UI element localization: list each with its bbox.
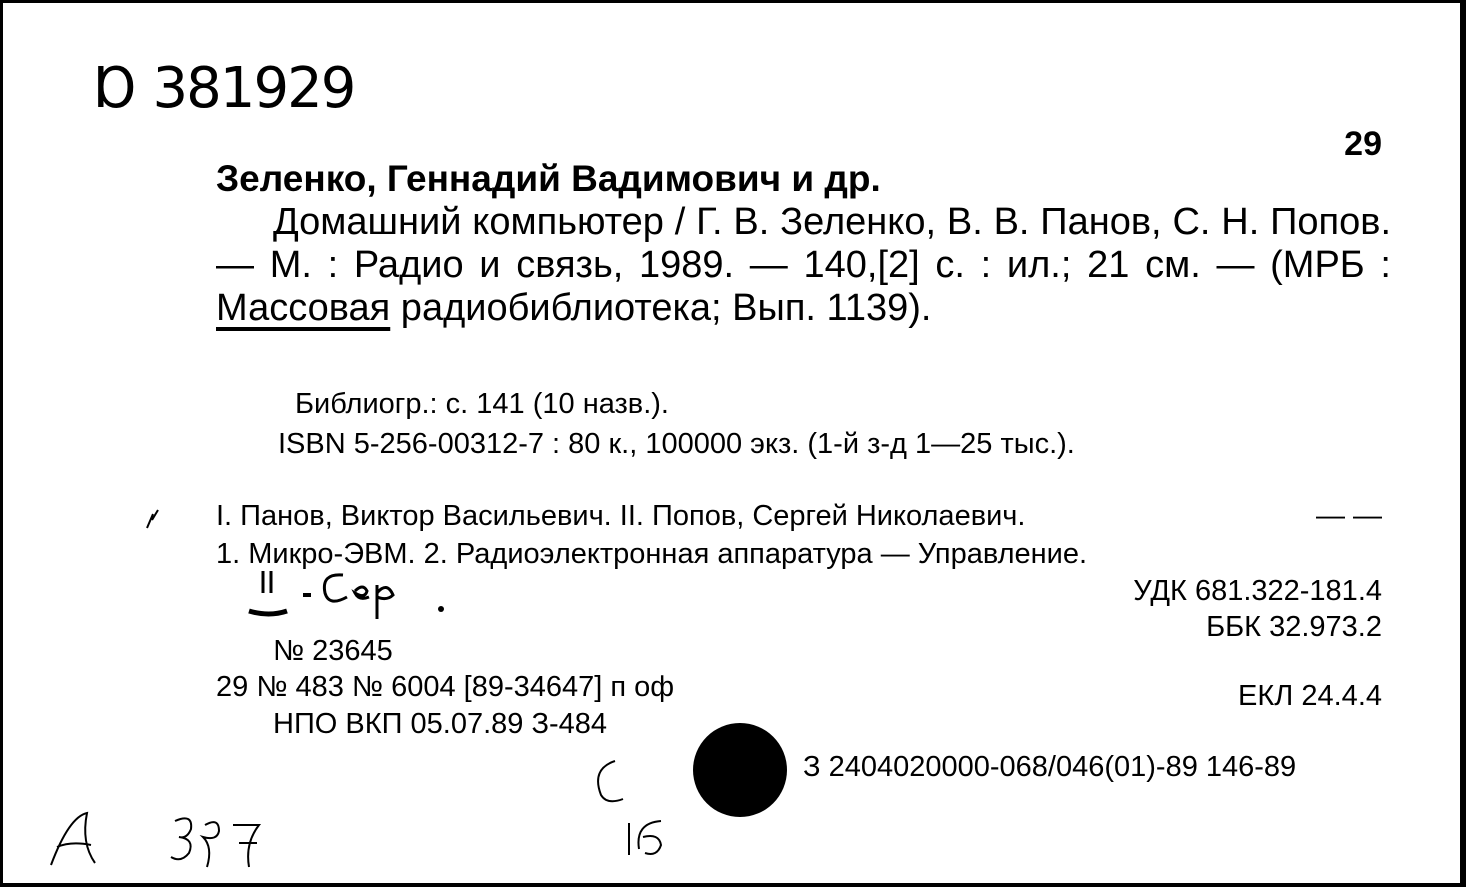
bibliography-note: Библиогр.: с. 141 (10 назв.). [295,388,669,420]
description-main: Домашний компьютер / Г. В. Зеленко, В. В. Панов, С. Н. Попов. — М. : Радио и связь, 1989. — 140,[2] с. : ил.; 21 см. — (МРБ : [216,201,1391,286]
handwritten-bottom-left [33,803,303,883]
bibliographic-description [216,201,1391,330]
bbk-code: ББК 32.973.2 [1206,611,1382,643]
tracing-line-2: 1. Микро-ЭВМ. 2. Радиоэлектронная аппаратура — Управление. [216,538,1088,570]
handwritten-bottom-mid [583,753,683,863]
inventory-stamp: Ɒ 381929 [95,56,355,121]
author-heading: Зеленко, Геннадий Вадимович и др. [216,158,881,199]
handwritten-tick [143,508,163,532]
catalog-card [3,3,1460,883]
description-underlined: Массовая [216,287,391,329]
description-tail: радиобиблиотека; Вып. 1139). [390,287,932,329]
npo-line: НПО ВКП 05.07.89 З-484 [273,708,608,740]
punched-hole [693,723,787,817]
registry-number: № 23645 [273,635,393,667]
ekl-code: ЕКЛ 24.4.4 [1238,680,1382,712]
publication-code: З 2404020000-068/046(01)-89 146-89 [803,751,1297,783]
tracing-line-1-end: — — [1315,500,1382,532]
udk-code: УДК 681.322-181.4 [1133,575,1382,607]
order-line: 29 № 483 № 6004 [89-34647] п оф [216,671,675,703]
handwritten-series-note [243,563,463,623]
tracing-line-1: I. Панов, Виктор Васильевич. II. Попов, Сергей Николаевич. [216,500,1026,532]
isbn-note: ISBN 5-256-00312-7 : 80 к., 100000 экз. (1-й з-д 1—25 тыс.). [278,428,1075,460]
card-number: 29 [1344,125,1382,163]
